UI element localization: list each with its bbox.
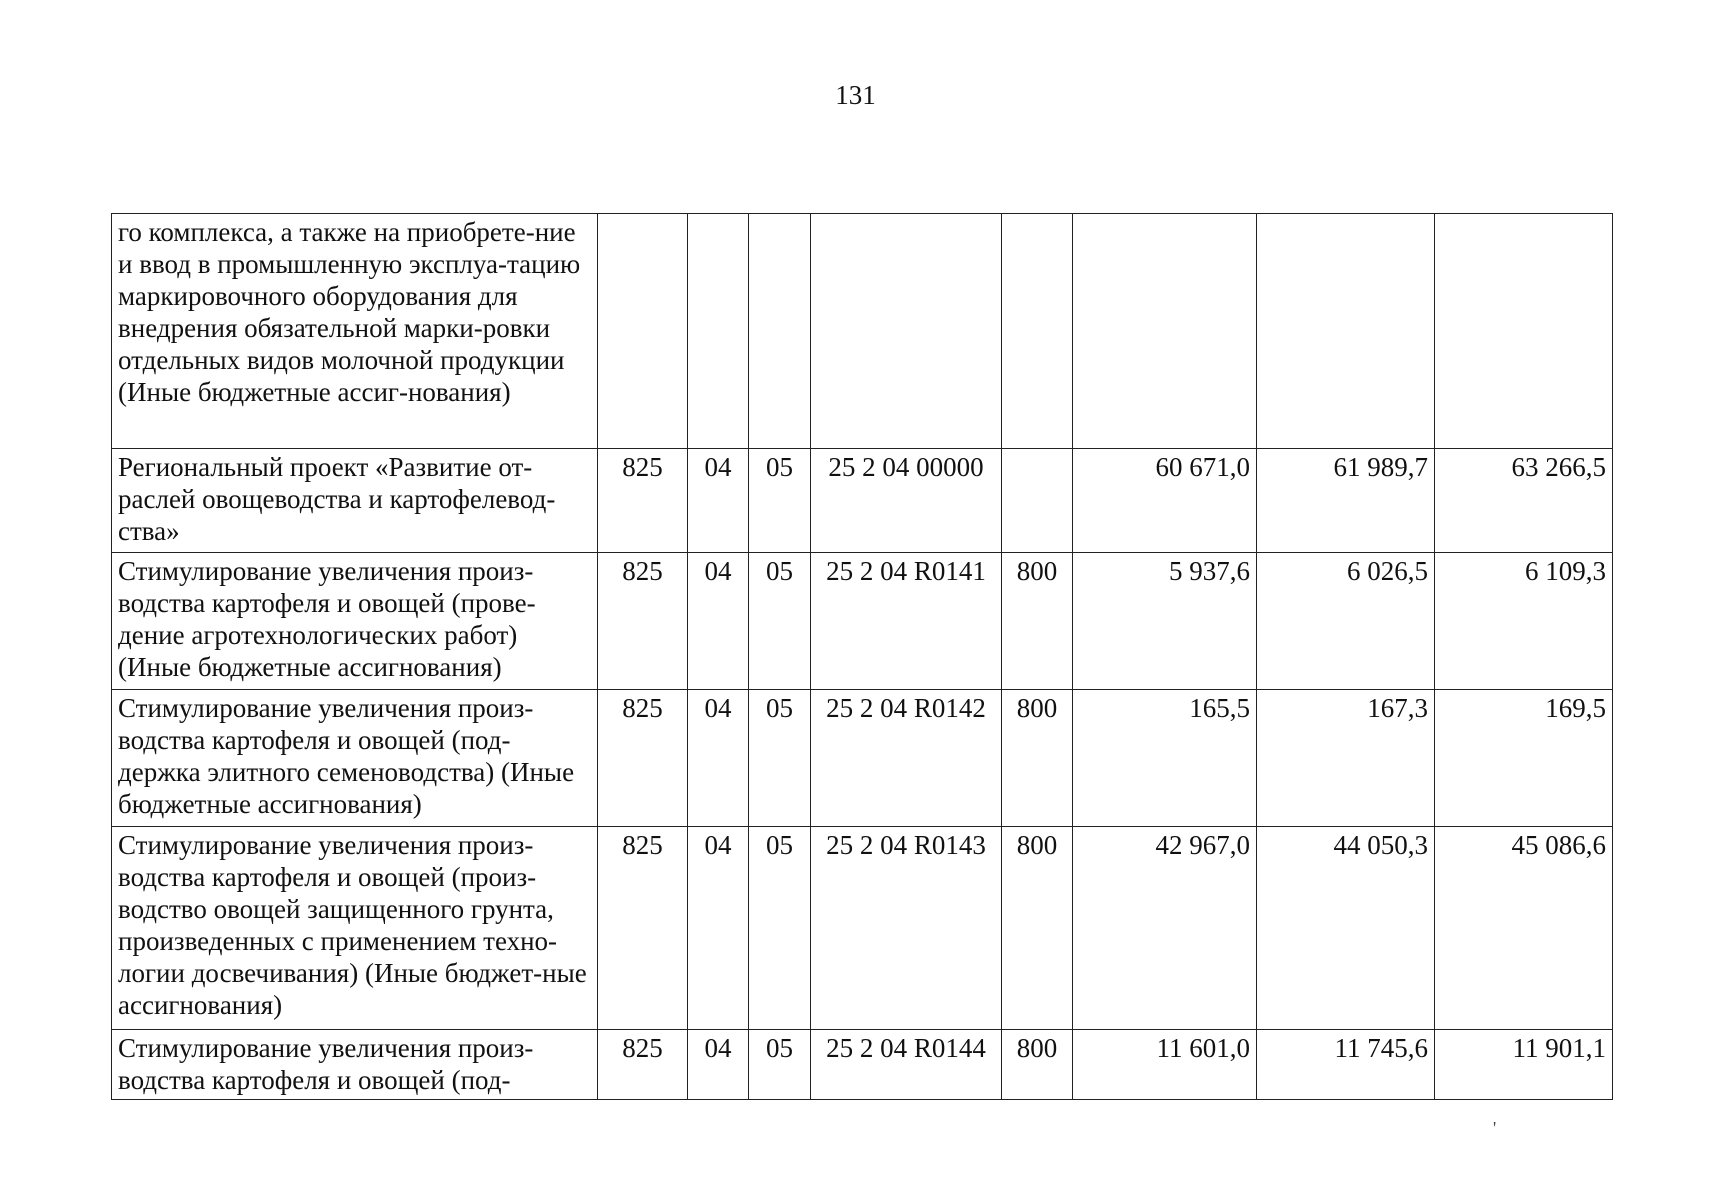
table-row (112, 827, 1613, 1030)
section-cell: 04 (688, 449, 749, 553)
amount-year2-cell: 11 745,6 (1257, 1030, 1435, 1100)
table-row (112, 449, 1613, 553)
expense-type-cell (1002, 214, 1073, 449)
grbs-cell: 825 (598, 449, 688, 553)
description-cell: Стимулирование увеличения произ-водства картофеля и овощей (прове-дение агротехнологических работ) (Иные бюджетные ассигнования) (112, 553, 598, 690)
amount-year1-cell: 5 937,6 (1073, 553, 1257, 690)
expense-type-cell: 800 (1002, 1030, 1073, 1100)
table-row (112, 1030, 1613, 1100)
amount-year2-cell: 6 026,5 (1257, 553, 1435, 690)
table-row (112, 553, 1613, 690)
amount-year3-cell: 45 086,6 (1435, 827, 1613, 1030)
section-cell: 04 (688, 553, 749, 690)
amount-year2-cell: 61 989,7 (1257, 449, 1435, 553)
amount-year3-cell: 169,5 (1435, 690, 1613, 827)
amount-year3-cell (1435, 214, 1613, 449)
amount-year1-cell: 60 671,0 (1073, 449, 1257, 553)
section-cell (688, 214, 749, 449)
description-cell: Региональный проект «Развитие от-раслей овощеводства и картофелевод-ства» (112, 449, 598, 553)
grbs-cell: 825 (598, 553, 688, 690)
expense-type-cell: 800 (1002, 827, 1073, 1030)
description-cell: Стимулирование увеличения произ-водства картофеля и овощей (под- (112, 1030, 598, 1100)
amount-year3-cell: 63 266,5 (1435, 449, 1613, 553)
section-cell: 04 (688, 690, 749, 827)
page-number: 131 (835, 80, 876, 110)
subsection-cell: 05 (749, 690, 811, 827)
expense-type-cell: 800 (1002, 553, 1073, 690)
amount-year2-cell (1257, 214, 1435, 449)
subsection-cell (749, 214, 811, 449)
subsection-cell: 05 (749, 449, 811, 553)
amount-year1-cell (1073, 214, 1257, 449)
amount-year3-cell: 11 901,1 (1435, 1030, 1613, 1100)
table-row (112, 690, 1613, 827)
description-cell: го комплекса, а также на приобрете-ние и ввод в промышленную эксплуа-тацию маркировочного оборудования для внедрения обязательной марки-ровки отдельных видов молочной продукции (Иные бюджетные ассиг-нования) (112, 214, 598, 449)
expense-type-cell (1002, 449, 1073, 553)
section-cell: 04 (688, 1030, 749, 1100)
subsection-cell: 05 (749, 553, 811, 690)
amount-year2-cell: 44 050,3 (1257, 827, 1435, 1030)
grbs-cell (598, 214, 688, 449)
target-article-cell: 25 2 04 00000 (811, 449, 1002, 553)
target-article-cell (811, 214, 1002, 449)
scan-speck: ' (1493, 1118, 1497, 1138)
section-cell: 04 (688, 827, 749, 1030)
table-row (112, 214, 1613, 449)
description-cell: Стимулирование увеличения произ-водства картофеля и овощей (произ-водство овощей защищенного грунта, произведенных с применением техно-логии досвечивания) (Иные бюджет-ные ассигнования) (112, 827, 598, 1030)
amount-year1-cell: 11 601,0 (1073, 1030, 1257, 1100)
target-article-cell: 25 2 04 R0143 (811, 827, 1002, 1030)
target-article-cell: 25 2 04 R0141 (811, 553, 1002, 690)
subsection-cell: 05 (749, 827, 811, 1030)
target-article-cell: 25 2 04 R0144 (811, 1030, 1002, 1100)
description-cell: Стимулирование увеличения произ-водства картофеля и овощей (под-держка элитного семеноводства) (Иные бюджетные ассигнования) (112, 690, 598, 827)
target-article-cell: 25 2 04 R0142 (811, 690, 1002, 827)
amount-year1-cell: 165,5 (1073, 690, 1257, 827)
subsection-cell: 05 (749, 1030, 811, 1100)
amount-year3-cell: 6 109,3 (1435, 553, 1613, 690)
budget-table (111, 213, 1613, 1100)
expense-type-cell: 800 (1002, 690, 1073, 827)
grbs-cell: 825 (598, 690, 688, 827)
amount-year1-cell: 42 967,0 (1073, 827, 1257, 1030)
grbs-cell: 825 (598, 1030, 688, 1100)
grbs-cell: 825 (598, 827, 688, 1030)
amount-year2-cell: 167,3 (1257, 690, 1435, 827)
